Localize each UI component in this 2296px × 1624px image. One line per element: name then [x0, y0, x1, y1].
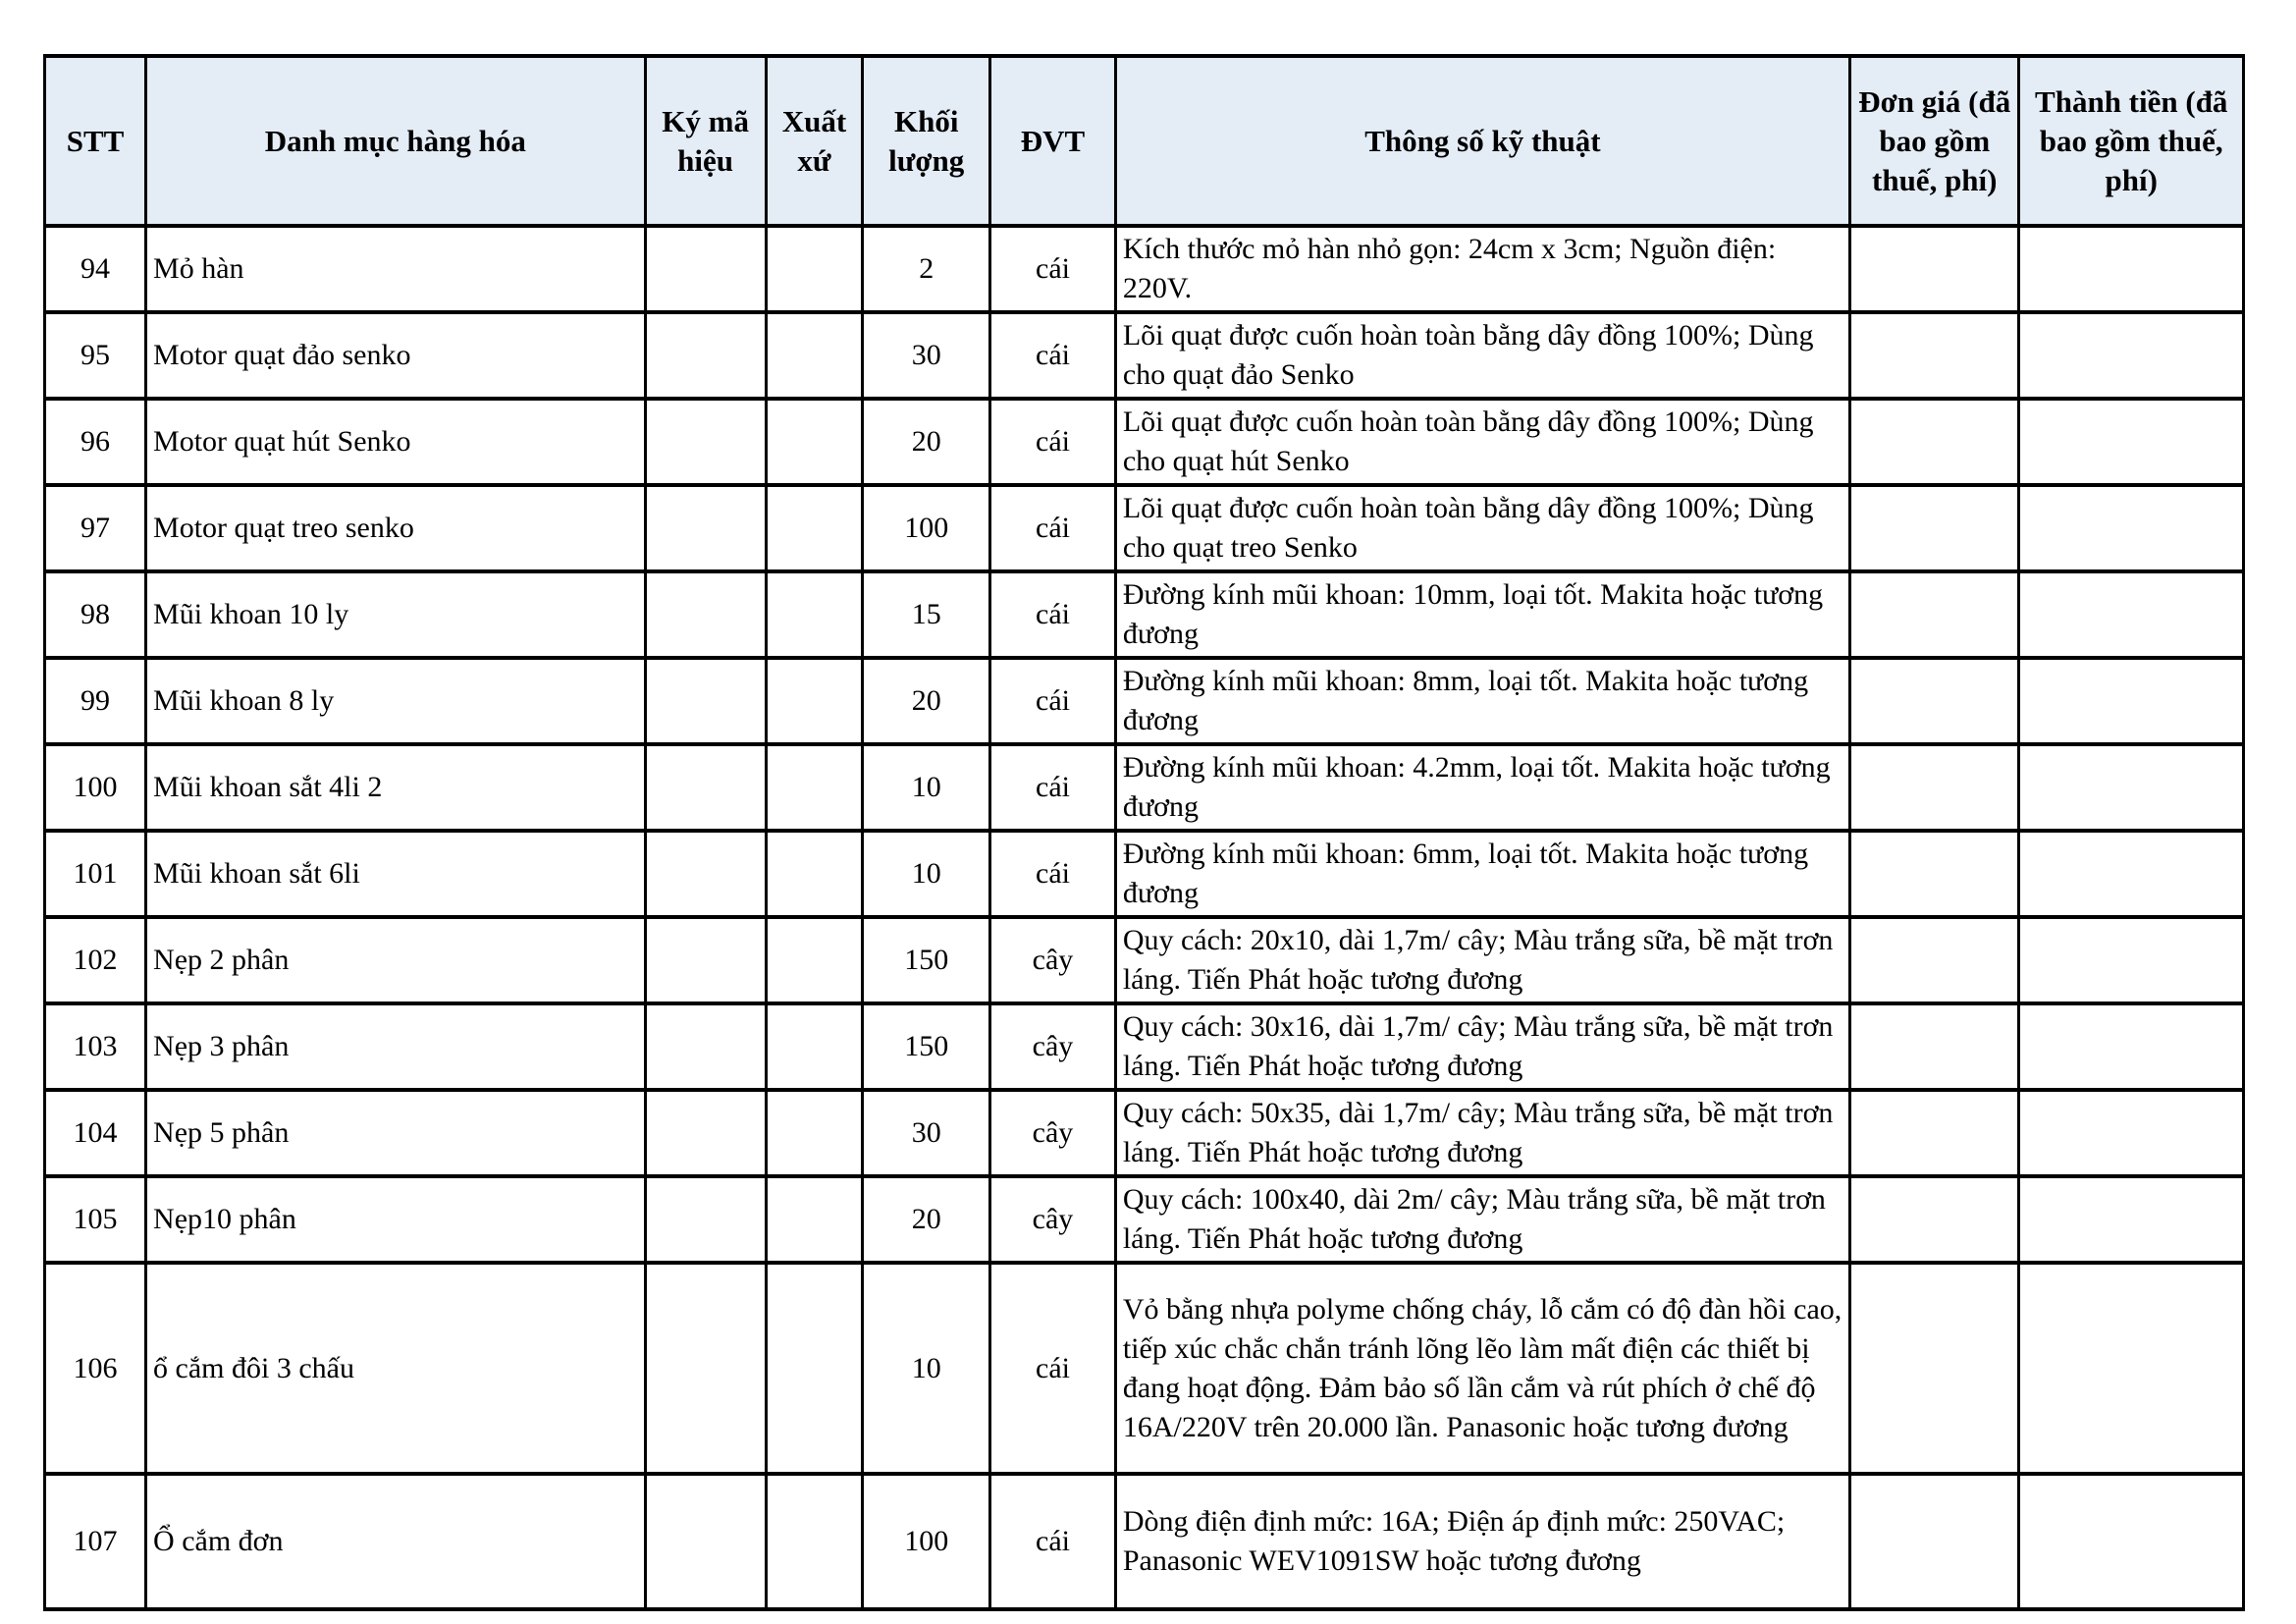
cell-spec: Đường kính mũi khoan: 6mm, loại tốt. Makita hoặc tương đương: [1115, 831, 1849, 917]
cell-origin: [766, 571, 863, 658]
column-header-total: Thành tiền (đã bao gồm thuế, phí): [2019, 56, 2244, 226]
table-row: [45, 312, 2244, 399]
cell-name: Nẹp10 phân: [146, 1176, 645, 1263]
cell-qty: 100: [863, 1474, 990, 1609]
cell-unit: cái: [990, 744, 1116, 831]
cell-spec: Lõi quạt được cuốn hoàn toàn bằng dây đồng 100%; Dùng cho quạt treo Senko: [1115, 485, 1849, 571]
cell-name: ổ cắm đôi 3 chấu: [146, 1263, 645, 1474]
cell-spec: Quy cách: 50x35, dài 1,7m/ cây; Màu trắng sữa, bề mặt trơn láng. Tiến Phát hoặc tương đương: [1115, 1090, 1849, 1176]
table-row: [45, 1003, 2244, 1090]
cell-unit: cây: [990, 1090, 1116, 1176]
cell-unit_price: [1850, 1263, 2019, 1474]
cell-unit_price: [1850, 1176, 2019, 1263]
cell-total: [2019, 312, 2244, 399]
cell-total: [2019, 571, 2244, 658]
cell-name: Mũi khoan sắt 6li: [146, 831, 645, 917]
cell-spec: Đường kính mũi khoan: 10mm, loại tốt. Makita hoặc tương đương: [1115, 571, 1849, 658]
cell-code: [645, 917, 766, 1003]
cell-name: Ổ cắm đơn: [146, 1474, 645, 1609]
cell-unit_price: [1850, 1090, 2019, 1176]
cell-unit_price: [1850, 1474, 2019, 1609]
cell-code: [645, 312, 766, 399]
cell-stt: 94: [45, 226, 146, 312]
column-header-unit_price: Đơn giá (đã bao gồm thuế, phí): [1850, 56, 2019, 226]
table-row: [45, 1474, 2244, 1609]
cell-qty: 100: [863, 485, 990, 571]
column-header-qty: Khối lượng: [863, 56, 990, 226]
cell-code: [645, 1003, 766, 1090]
cell-unit_price: [1850, 312, 2019, 399]
cell-code: [645, 831, 766, 917]
cell-spec: Đường kính mũi khoan: 4.2mm, loại tốt. Makita hoặc tương đương: [1115, 744, 1849, 831]
cell-total: [2019, 917, 2244, 1003]
cell-code: [645, 1474, 766, 1609]
cell-stt: 101: [45, 831, 146, 917]
cell-qty: 30: [863, 312, 990, 399]
cell-origin: [766, 1176, 863, 1263]
cell-stt: 99: [45, 658, 146, 744]
table-row: [45, 399, 2244, 485]
cell-total: [2019, 1263, 2244, 1474]
cell-total: [2019, 1176, 2244, 1263]
cell-origin: [766, 312, 863, 399]
cell-name: Motor quạt treo senko: [146, 485, 645, 571]
cell-total: [2019, 1003, 2244, 1090]
cell-code: [645, 571, 766, 658]
cell-origin: [766, 1474, 863, 1609]
cell-stt: 106: [45, 1263, 146, 1474]
cell-total: [2019, 485, 2244, 571]
cell-stt: 98: [45, 571, 146, 658]
cell-unit: cái: [990, 1263, 1116, 1474]
cell-name: Nẹp 5 phân: [146, 1090, 645, 1176]
cell-origin: [766, 485, 863, 571]
table-row: [45, 744, 2244, 831]
table-header-row: [45, 56, 2244, 226]
cell-spec: Quy cách: 100x40, dài 2m/ cây; Màu trắng sữa, bề mặt trơn láng. Tiến Phát hoặc tương đương: [1115, 1176, 1849, 1263]
cell-unit: cái: [990, 485, 1116, 571]
cell-name: Mũi khoan 10 ly: [146, 571, 645, 658]
cell-unit: cái: [990, 831, 1116, 917]
table-row: [45, 485, 2244, 571]
cell-qty: 150: [863, 1003, 990, 1090]
table-row: [45, 1176, 2244, 1263]
column-header-stt: STT: [45, 56, 146, 226]
cell-code: [645, 1176, 766, 1263]
cell-code: [645, 744, 766, 831]
cell-qty: 10: [863, 744, 990, 831]
cell-unit: cây: [990, 1176, 1116, 1263]
column-header-unit: ĐVT: [990, 56, 1116, 226]
cell-total: [2019, 658, 2244, 744]
cell-unit: cái: [990, 312, 1116, 399]
cell-unit_price: [1850, 226, 2019, 312]
cell-stt: 96: [45, 399, 146, 485]
cell-qty: 15: [863, 571, 990, 658]
cell-unit_price: [1850, 744, 2019, 831]
cell-spec: Lõi quạt được cuốn hoàn toàn bằng dây đồng 100%; Dùng cho quạt đảo Senko: [1115, 312, 1849, 399]
table-row: [45, 1090, 2244, 1176]
cell-qty: 20: [863, 658, 990, 744]
cell-origin: [766, 399, 863, 485]
cell-stt: 95: [45, 312, 146, 399]
cell-unit: cái: [990, 658, 1116, 744]
cell-spec: Lõi quạt được cuốn hoàn toàn bằng dây đồng 100%; Dùng cho quạt hút Senko: [1115, 399, 1849, 485]
cell-stt: 103: [45, 1003, 146, 1090]
table-row: [45, 917, 2244, 1003]
cell-code: [645, 226, 766, 312]
table-row: [45, 226, 2244, 312]
cell-total: [2019, 831, 2244, 917]
cell-total: [2019, 399, 2244, 485]
cell-spec: Kích thước mỏ hàn nhỏ gọn: 24cm x 3cm; Nguồn điện: 220V.: [1115, 226, 1849, 312]
cell-unit: cái: [990, 571, 1116, 658]
cell-unit_price: [1850, 917, 2019, 1003]
cell-spec: Vỏ bằng nhựa polyme chống cháy, lỗ cắm có độ đàn hồi cao, tiếp xúc chắc chắn tránh lõng lẽo làm mất điện các thiết bị đang hoạt động. Đảm bảo số lần cắm và rút phích ở chế độ 16A/220V trên 20.000 lần. Panasonic hoặc tương đương: [1115, 1263, 1849, 1474]
cell-code: [645, 658, 766, 744]
cell-origin: [766, 744, 863, 831]
table-row: [45, 571, 2244, 658]
cell-code: [645, 1263, 766, 1474]
cell-name: Mũi khoan 8 ly: [146, 658, 645, 744]
cell-name: Mũi khoan sắt 4li 2: [146, 744, 645, 831]
cell-unit_price: [1850, 1003, 2019, 1090]
cell-qty: 10: [863, 1263, 990, 1474]
cell-unit: cây: [990, 1003, 1116, 1090]
cell-qty: 10: [863, 831, 990, 917]
cell-total: [2019, 744, 2244, 831]
cell-unit: cái: [990, 399, 1116, 485]
cell-name: Nẹp 2 phân: [146, 917, 645, 1003]
table-row: [45, 1263, 2244, 1474]
cell-name: Mỏ hàn: [146, 226, 645, 312]
cell-unit: cái: [990, 1474, 1116, 1609]
column-header-name: Danh mục hàng hóa: [146, 56, 645, 226]
cell-total: [2019, 1090, 2244, 1176]
cell-qty: 20: [863, 1176, 990, 1263]
cell-origin: [766, 1003, 863, 1090]
cell-stt: 102: [45, 917, 146, 1003]
cell-qty: 150: [863, 917, 990, 1003]
cell-code: [645, 485, 766, 571]
cell-unit: cái: [990, 226, 1116, 312]
column-header-origin: Xuất xứ: [766, 56, 863, 226]
cell-name: Nẹp 3 phân: [146, 1003, 645, 1090]
cell-unit_price: [1850, 399, 2019, 485]
cell-spec: Quy cách: 30x16, dài 1,7m/ cây; Màu trắng sữa, bề mặt trơn láng. Tiến Phát hoặc tương đương: [1115, 1003, 1849, 1090]
cell-unit_price: [1850, 658, 2019, 744]
cell-origin: [766, 226, 863, 312]
cell-unit_price: [1850, 831, 2019, 917]
cell-unit_price: [1850, 485, 2019, 571]
cell-code: [645, 1090, 766, 1176]
cell-qty: 2: [863, 226, 990, 312]
cell-stt: 97: [45, 485, 146, 571]
cell-code: [645, 399, 766, 485]
table-row: [45, 831, 2244, 917]
cell-stt: 104: [45, 1090, 146, 1176]
cell-total: [2019, 226, 2244, 312]
cell-qty: 30: [863, 1090, 990, 1176]
table-row: [45, 658, 2244, 744]
cell-stt: 107: [45, 1474, 146, 1609]
cell-qty: 20: [863, 399, 990, 485]
cell-spec: Dòng điện định mức: 16A; Điện áp định mức: 250VAC; Panasonic WEV1091SW hoặc tương đương: [1115, 1474, 1849, 1609]
cell-origin: [766, 917, 863, 1003]
cell-total: [2019, 1474, 2244, 1609]
cell-stt: 105: [45, 1176, 146, 1263]
cell-origin: [766, 658, 863, 744]
cell-origin: [766, 1090, 863, 1176]
column-header-spec: Thông số kỹ thuật: [1115, 56, 1849, 226]
cell-name: Motor quạt đảo senko: [146, 312, 645, 399]
cell-spec: Đường kính mũi khoan: 8mm, loại tốt. Makita hoặc tương đương: [1115, 658, 1849, 744]
cell-origin: [766, 831, 863, 917]
procurement-spec-table: [43, 54, 2245, 1611]
cell-unit_price: [1850, 571, 2019, 658]
cell-origin: [766, 1263, 863, 1474]
cell-stt: 100: [45, 744, 146, 831]
cell-unit: cây: [990, 917, 1116, 1003]
column-header-code: Ký mã hiệu: [645, 56, 766, 226]
cell-name: Motor quạt hút Senko: [146, 399, 645, 485]
cell-spec: Quy cách: 20x10, dài 1,7m/ cây; Màu trắng sữa, bề mặt trơn láng. Tiến Phát hoặc tương đương: [1115, 917, 1849, 1003]
